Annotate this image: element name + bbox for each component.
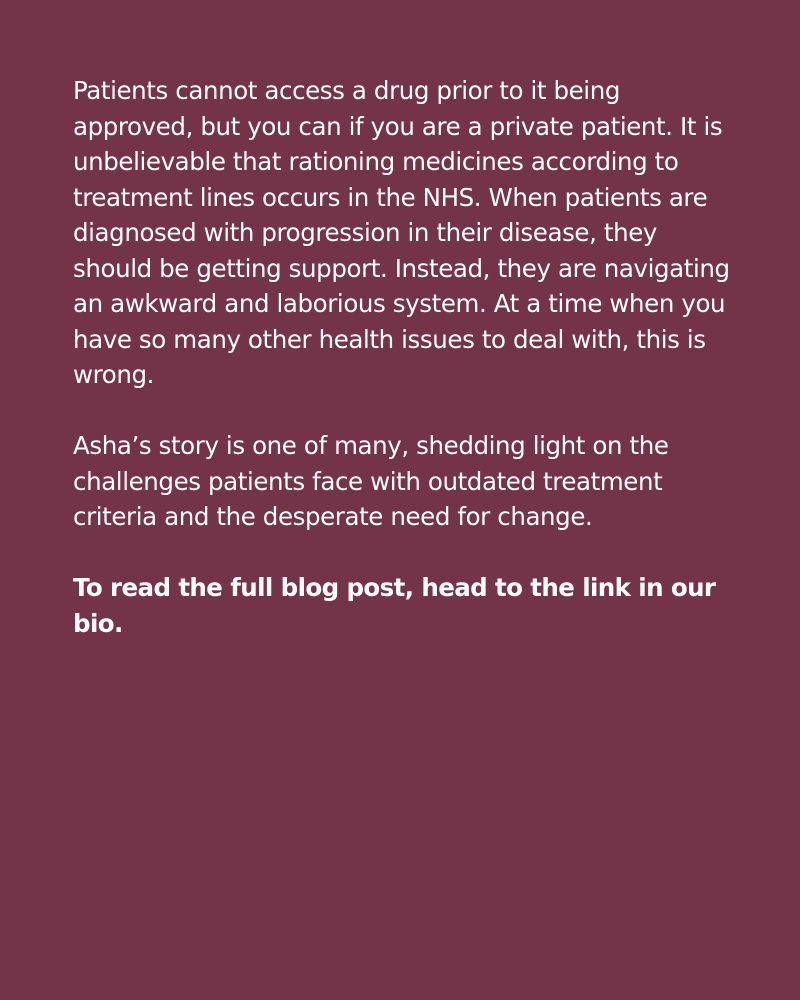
call-to-action: To read the full blog post, head to the link in our bio. [73,573,716,638]
paragraph-asha-story: Asha’s story is one of many, shedding light on the challenges patients face with outdated treatment criteria and the desperate need for change. [73,431,669,531]
post-text-block [73,73,733,641]
paragraph-access-rationing: Patients cannot access a drug prior to it being approved, but you can if you are a private patient. It is unbelievable that rationing medicines according to treatment lines occurs in the NHS. When patients are diagnosed with progression in their disease, they should be getting support. Instead, they are navigating an awkward and laborious system. At a time when you have so many other health issues to deal with, this is wrong. [73,76,730,389]
